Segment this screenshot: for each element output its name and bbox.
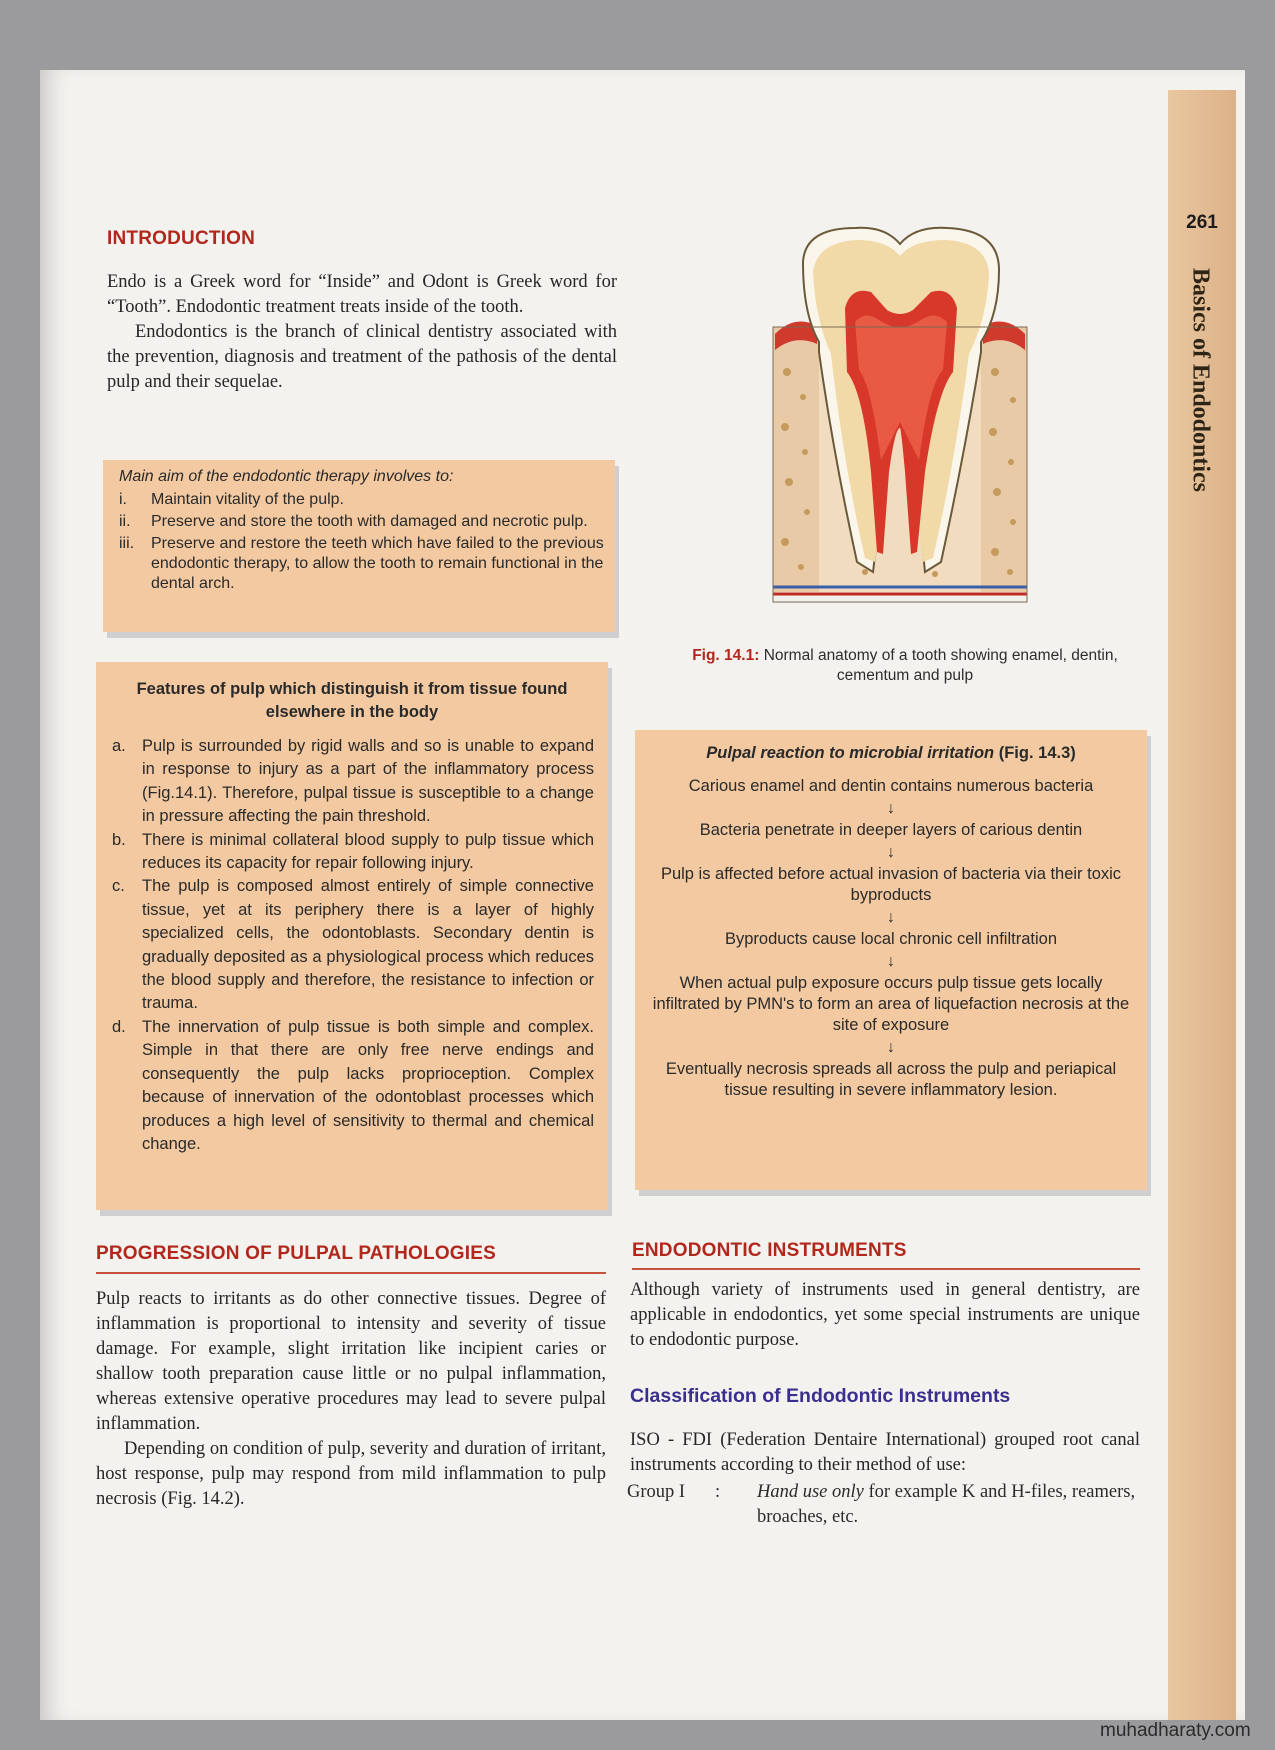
pulpal-reaction-box (635, 730, 1147, 1190)
down-arrow-icon: ↓ (887, 953, 895, 970)
introduction-text (107, 270, 617, 395)
bone-left (773, 327, 819, 592)
pulpal-reaction-title: Pulpal reaction to microbial irritation (Fig. 14.3) (706, 744, 1076, 762)
instruments-rule (632, 1268, 1140, 1270)
progression-text (96, 1287, 606, 1512)
flow-step: Carious enamel and dentin contains numerous bacteria (688, 777, 1094, 795)
watermark: muhadharaty.com (1100, 1720, 1251, 1741)
features-list (112, 735, 594, 1156)
flow-step: When actual pulp exposure occurs pulp tissue gets locally infiltrated by PMN's to form an area of liquefaction necrosis at the site of exposure (652, 974, 1130, 1034)
progression-rule (96, 1272, 606, 1274)
progression-para-1: Pulp reacts to irritants as do other connective tissues. Degree of inflammation is proportional to intensity and severity of tissue damage. For example, slight irritation like incipient caries or shallow tooth preparation cause little or no pulpal inflammation, whereas extensive operative procedures may lead to severe pulpal inflammation. (96, 1289, 606, 1434)
classification-subheading: Classification of Endodontic Instruments (630, 1385, 1011, 1407)
flow-step: Pulp is affected before actual invasion of bacteria via their toxic byproducts (660, 865, 1122, 904)
aim-box-title: Main aim of the endodontic therapy involves to: (119, 468, 454, 485)
pulpal-reaction-flow (647, 776, 1135, 1101)
aim-box (103, 460, 615, 632)
down-arrow-icon: ↓ (887, 844, 895, 861)
introduction-heading: INTRODUCTION (107, 228, 256, 249)
introduction-para-1: Endo is a Greek word for “Inside” and Odont is Greek word for “Tooth”. Endodontic treatment treats inside of the tooth. (107, 272, 617, 317)
introduction-para-2: Endodontics is the branch of clinical dentistry associated with the prevention, diagnosis and treatment of the pathosis of the dental pulp and their sequelae. (107, 322, 617, 392)
feature-item: a. Pulp is surrounded by rigid walls and so is unable to expand in response to injury as a part of the inflammatory process (Fig.14.1). Therefore, pulpal tissue is susceptible to a change in pressure affecting the pain threshold. (112, 737, 594, 826)
down-arrow-icon: ↓ (887, 1039, 895, 1056)
flow-step: Byproducts cause local chronic cell infiltration (725, 930, 1057, 948)
flow-step: Bacteria penetrate in deeper layers of carious dentin (699, 821, 1083, 839)
aim-item: i. Maintain vitality of the pulp. (119, 491, 344, 508)
features-box (96, 662, 608, 1210)
aim-list (119, 490, 607, 596)
instruments-text: Although variety of instruments used in general dentistry, are applicable in endodontics, yet some special instruments are unique to endodontic purpose. (630, 1280, 1140, 1350)
iso-text: ISO - FDI (Federation Dentaire International) grouped root canal instruments according to their method of use: (630, 1430, 1140, 1475)
down-arrow-icon: ↓ (887, 800, 895, 817)
figure-caption-text: Normal anatomy of a tooth showing enamel, dentin, cementum and pulp (763, 647, 1118, 684)
aim-item: iii. Preserve and restore the teeth which have failed to the previous endodontic therapy, to allow the tooth to remain functional in the dental arch. (119, 535, 604, 592)
flow-step: Eventually necrosis spreads all across the pulp and periapical tissue resulting in severe inflammatory lesion. (665, 1060, 1117, 1099)
progression-heading: PROGRESSION OF PULPAL PATHOLOGIES (96, 1243, 497, 1264)
tooth-figure (755, 222, 1045, 642)
tooth-illustration (755, 222, 1045, 642)
figure-label: Fig. 14.1: (692, 647, 760, 664)
bone-right (981, 327, 1027, 592)
group-1-colon: : (715, 1482, 721, 1502)
group-1-label: Group I (627, 1482, 686, 1502)
instruments-heading: ENDODONTIC INSTRUMENTS (632, 1240, 907, 1261)
feature-item: d. The innervation of pulp tissue is both simple and complex. Simple in that there are only free nerve endings and consequently the pulp lacks proprioception. Complex because of innervation of the odontoblast processes which produces a high level of sensitivity to thermal and chemical change. (112, 1017, 594, 1153)
page-number: 261 (1186, 212, 1218, 233)
feature-item: c. The pulp is composed almost entirely of simple connective tissue, yet at its periphery there is a layer of highly specialized cells, the odontoblasts. Secondary dentin is gradually deposited as a physiological process which reduces the blood supply and therefore, the resistance to infection or trauma. (112, 877, 594, 1013)
down-arrow-icon: ↓ (887, 909, 895, 926)
aim-item: ii. Preserve and store the tooth with damaged and necrotic pulp. (119, 513, 588, 530)
figure-caption (690, 646, 1120, 686)
features-box-title: Features of pulp which distinguish it from tissue found elsewhere in the body (136, 680, 568, 721)
feature-item: b. There is minimal collateral blood supply to pulp tissue which reduces its capacity for repair following injury. (112, 830, 594, 873)
progression-para-2: Depending on condition of pulp, severity and duration of irritant, host response, pulp may respond from mild inflammation to pulp necrosis (Fig. 14.2). (96, 1439, 606, 1509)
group-1-text: Hand use only for example K and H-files, reamers, broaches, etc. (757, 1482, 1136, 1527)
chapter-side-title: Basics of Endodontics (1187, 267, 1214, 493)
